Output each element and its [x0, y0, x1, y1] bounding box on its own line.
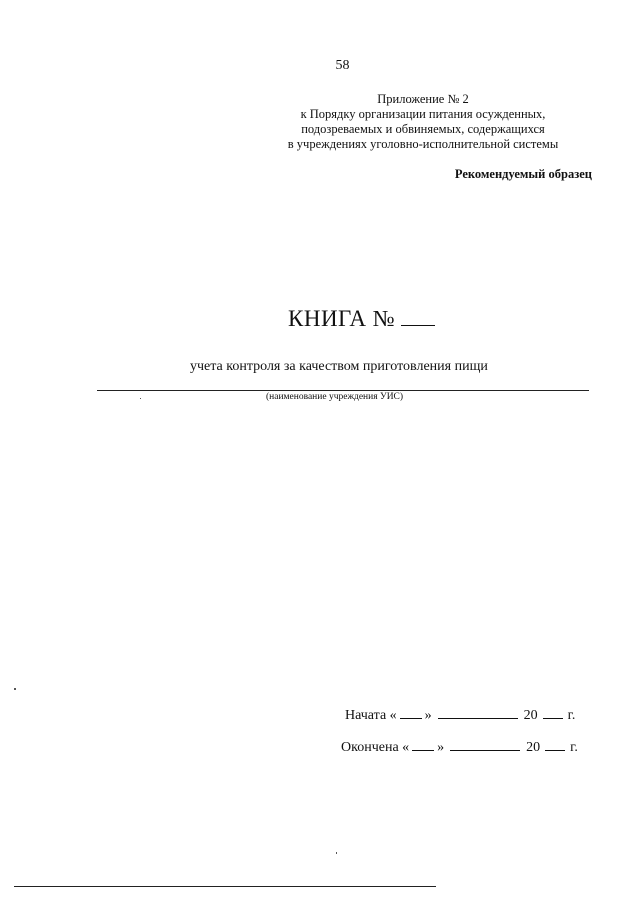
scan-speck	[336, 852, 337, 854]
started-month-blank	[438, 706, 518, 719]
book-subtitle: учета контроля за качеством приготовления пищи	[190, 359, 488, 374]
started-year-suffix: г.	[567, 708, 576, 723]
started-day-blank	[400, 706, 422, 719]
finished-year-blank	[545, 738, 565, 751]
finished-date-row	[341, 738, 578, 756]
finished-quote-close: »	[437, 740, 445, 755]
appendix-header	[258, 92, 588, 152]
appendix-line-3: подозреваемых и обвиняемых, содержащихся	[301, 122, 545, 136]
finished-year-suffix: г.	[570, 740, 578, 755]
finished-month-blank	[450, 738, 520, 751]
scan-speck	[140, 398, 141, 399]
sample-mark: Рекомендуемый образец	[454, 167, 592, 181]
page-number: 58	[335, 58, 350, 73]
scan-speck	[14, 688, 16, 690]
finished-year-prefix: 20	[526, 740, 541, 755]
institution-name-line	[97, 390, 589, 391]
book-title-text: КНИГА №	[288, 306, 396, 331]
appendix-line-2: к Порядку организации питания осужденных,	[300, 107, 546, 121]
appendix-line-1: Приложение № 2	[377, 92, 469, 106]
institution-caption: (наименование учреждения УИС)	[266, 392, 404, 402]
started-quote-close: »	[424, 708, 432, 723]
book-number-blank	[401, 307, 435, 326]
started-date-row	[345, 706, 575, 724]
bottom-rule	[14, 886, 436, 887]
appendix-line-4: в учреждениях уголовно-исполнительной системы	[287, 137, 559, 151]
finished-day-blank	[412, 738, 434, 751]
finished-label: Окончена «	[341, 740, 410, 755]
started-year-prefix: 20	[523, 708, 538, 723]
started-label: Начата «	[345, 708, 397, 723]
started-year-blank	[543, 706, 563, 719]
book-title	[288, 306, 435, 332]
